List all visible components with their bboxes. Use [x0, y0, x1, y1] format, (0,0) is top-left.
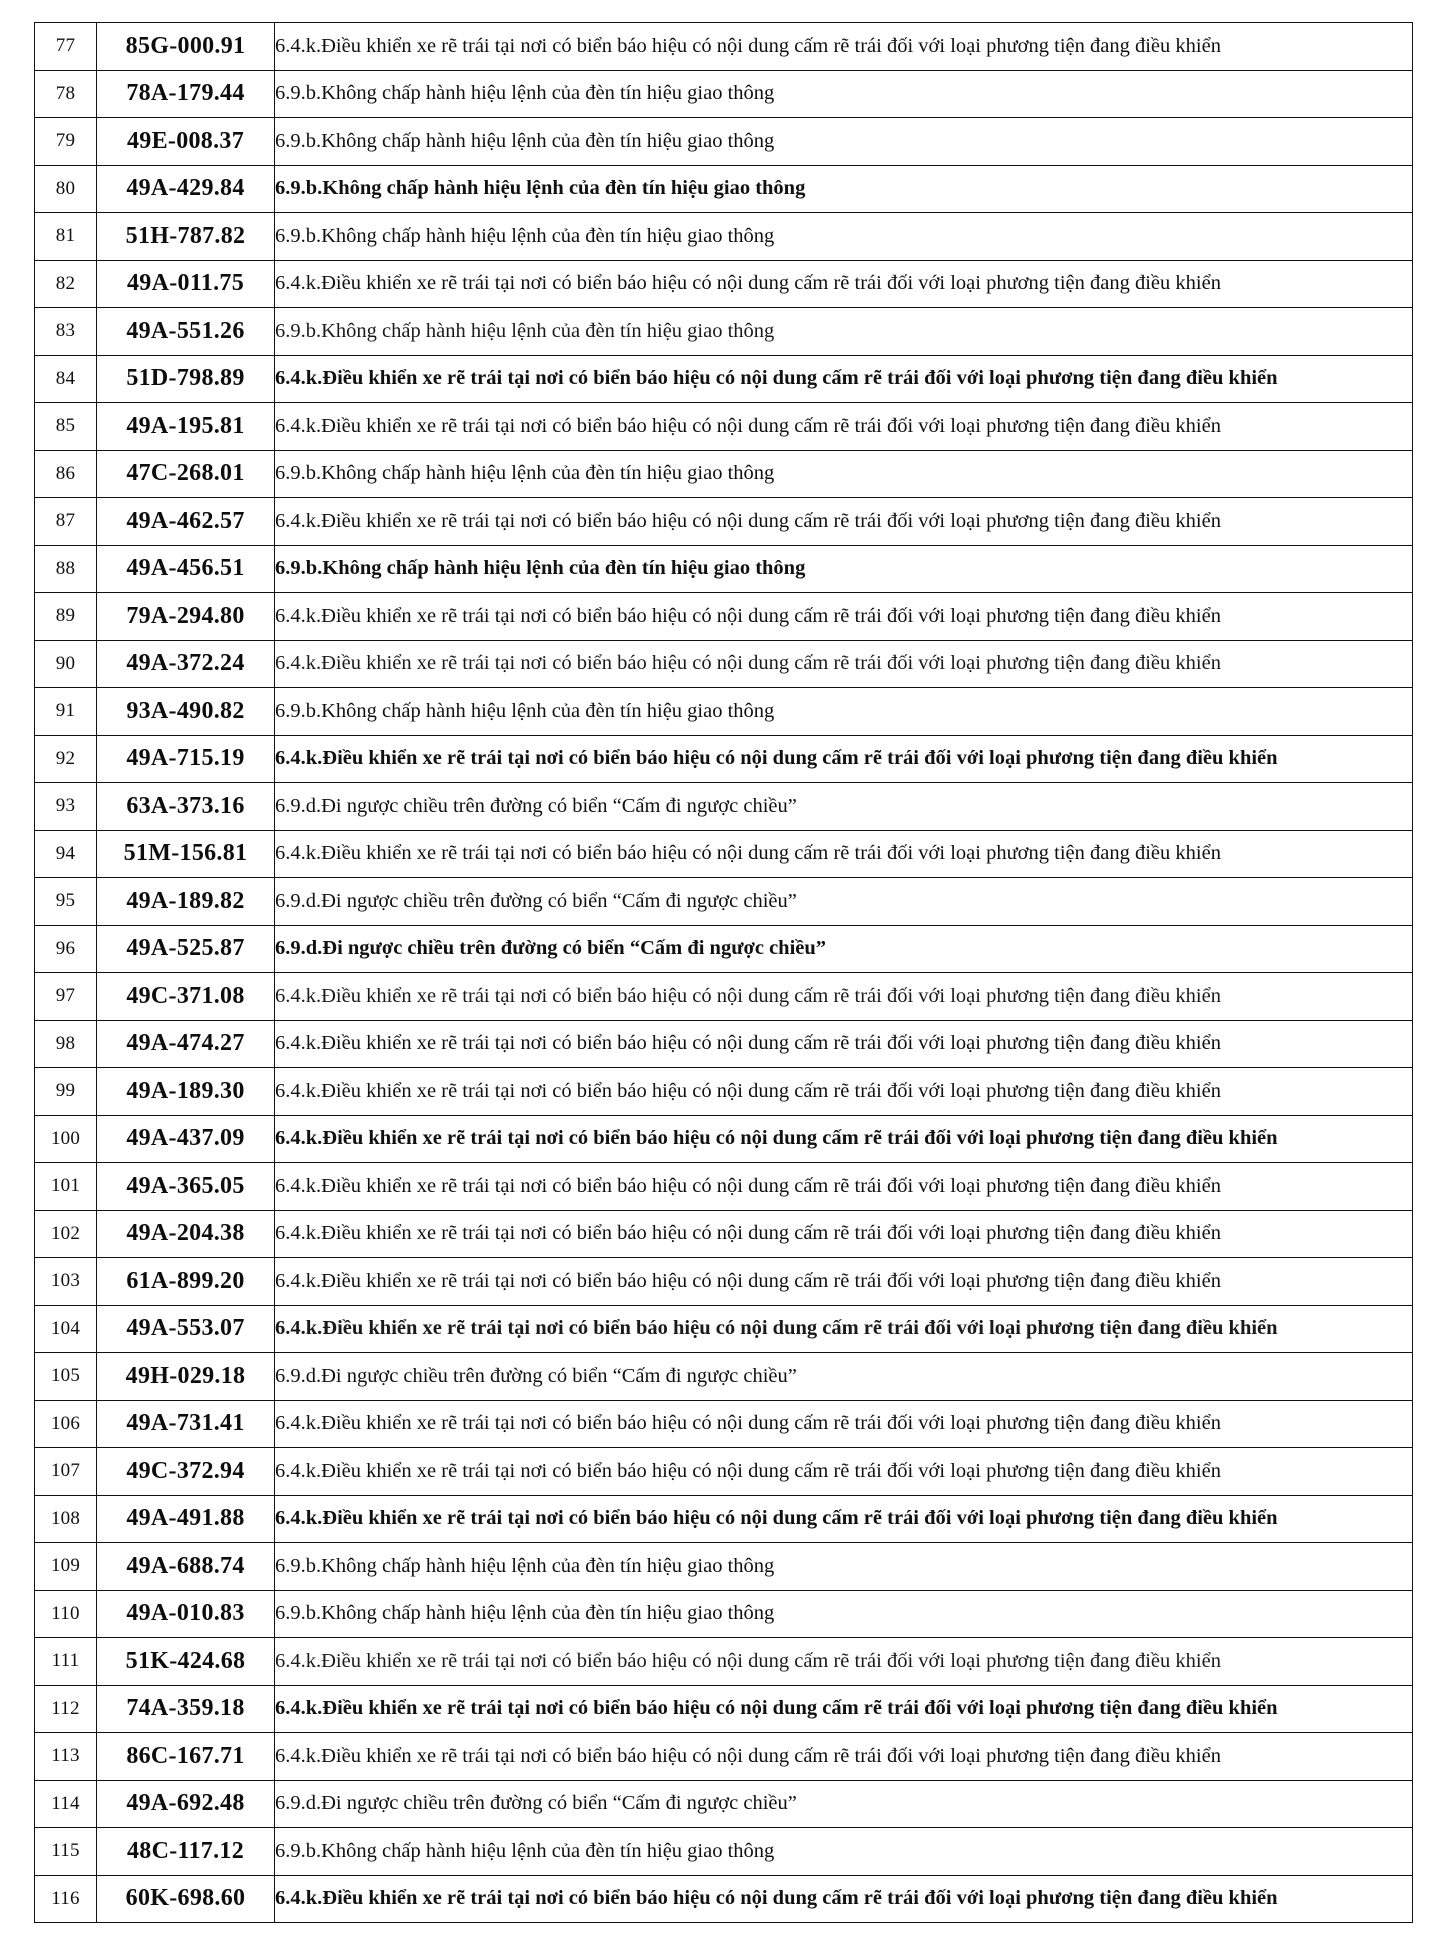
violation-description: 6.4.k.Điều khiển xe rẽ trái tại nơi có biển báo hiệu có nội dung cấm rẽ trái đối với loại phương tiện đang điều khiển [275, 498, 1413, 546]
table-row [35, 1400, 1413, 1448]
license-plate: 49A-553.07 [97, 1305, 275, 1353]
table-row [35, 1685, 1413, 1733]
table-row [35, 830, 1413, 878]
row-index: 102 [35, 1210, 97, 1258]
row-index: 78 [35, 70, 97, 118]
row-index: 116 [35, 1875, 97, 1923]
table-row [35, 118, 1413, 166]
license-plate: 51D-798.89 [97, 355, 275, 403]
row-index: 81 [35, 213, 97, 261]
row-index: 106 [35, 1400, 97, 1448]
license-plate: 49A-204.38 [97, 1210, 275, 1258]
license-plate: 63A-373.16 [97, 783, 275, 831]
violation-description: 6.4.k.Điều khiển xe rẽ trái tại nơi có biển báo hiệu có nội dung cấm rẽ trái đối với loại phương tiện đang điều khiển [275, 1685, 1413, 1733]
row-index: 89 [35, 593, 97, 641]
table-row [35, 1638, 1413, 1686]
violation-description: 6.9.d.Đi ngược chiều trên đường có biển “Cấm đi ngược chiều” [275, 1353, 1413, 1401]
license-plate: 49A-437.09 [97, 1115, 275, 1163]
violation-description: 6.4.k.Điều khiển xe rẽ trái tại nơi có biển báo hiệu có nội dung cấm rẽ trái đối với loại phương tiện đang điều khiển [275, 735, 1413, 783]
row-index: 83 [35, 308, 97, 356]
table-row [35, 1068, 1413, 1116]
license-plate: 49C-371.08 [97, 973, 275, 1021]
license-plate: 61A-899.20 [97, 1258, 275, 1306]
table-row [35, 1210, 1413, 1258]
license-plate: 49A-692.48 [97, 1780, 275, 1828]
license-plate: 49A-491.88 [97, 1495, 275, 1543]
row-index: 111 [35, 1638, 97, 1686]
row-index: 84 [35, 355, 97, 403]
license-plate: 93A-490.82 [97, 688, 275, 736]
violation-description: 6.9.d.Đi ngược chiều trên đường có biển “Cấm đi ngược chiều” [275, 878, 1413, 926]
license-plate: 49A-715.19 [97, 735, 275, 783]
violation-description: 6.4.k.Điều khiển xe rẽ trái tại nơi có biển báo hiệu có nội dung cấm rẽ trái đối với loại phương tiện đang điều khiển [275, 355, 1413, 403]
violation-description: 6.4.k.Điều khiển xe rẽ trái tại nơi có biển báo hiệu có nội dung cấm rẽ trái đối với loại phương tiện đang điều khiển [275, 1258, 1413, 1306]
violation-description: 6.4.k.Điều khiển xe rẽ trái tại nơi có biển báo hiệu có nội dung cấm rẽ trái đối với loại phương tiện đang điều khiển [275, 1400, 1413, 1448]
violation-description: 6.4.k.Điều khiển xe rẽ trái tại nơi có biển báo hiệu có nội dung cấm rẽ trái đối với loại phương tiện đang điều khiển [275, 593, 1413, 641]
row-index: 108 [35, 1495, 97, 1543]
license-plate: 74A-359.18 [97, 1685, 275, 1733]
violation-description: 6.4.k.Điều khiển xe rẽ trái tại nơi có biển báo hiệu có nội dung cấm rẽ trái đối với loại phương tiện đang điều khiển [275, 23, 1413, 71]
row-index: 82 [35, 260, 97, 308]
row-index: 77 [35, 23, 97, 71]
violation-description: 6.9.b.Không chấp hành hiệu lệnh của đèn tín hiệu giao thông [275, 450, 1413, 498]
violation-description: 6.9.b.Không chấp hành hiệu lệnh của đèn tín hiệu giao thông [275, 688, 1413, 736]
violation-table-body [35, 23, 1413, 1923]
violation-description: 6.9.b.Không chấp hành hiệu lệnh của đèn tín hiệu giao thông [275, 308, 1413, 356]
violation-description: 6.9.b.Không chấp hành hiệu lệnh của đèn tín hiệu giao thông [275, 118, 1413, 166]
license-plate: 51H-787.82 [97, 213, 275, 261]
table-row [35, 260, 1413, 308]
table-row [35, 450, 1413, 498]
row-index: 85 [35, 403, 97, 451]
table-row [35, 308, 1413, 356]
violation-description: 6.4.k.Điều khiển xe rẽ trái tại nơi có biển báo hiệu có nội dung cấm rẽ trái đối với loại phương tiện đang điều khiển [275, 1068, 1413, 1116]
table-row [35, 1828, 1413, 1876]
violation-table [34, 22, 1413, 1923]
license-plate: 49A-372.24 [97, 640, 275, 688]
row-index: 113 [35, 1733, 97, 1781]
table-row [35, 1780, 1413, 1828]
violation-description: 6.9.b.Không chấp hành hiệu lệnh của đèn tín hiệu giao thông [275, 545, 1413, 593]
row-index: 99 [35, 1068, 97, 1116]
row-index: 96 [35, 925, 97, 973]
table-row [35, 498, 1413, 546]
violation-description: 6.4.k.Điều khiển xe rẽ trái tại nơi có biển báo hiệu có nội dung cấm rẽ trái đối với loại phương tiện đang điều khiển [275, 1448, 1413, 1496]
table-row [35, 1875, 1413, 1923]
license-plate: 49A-011.75 [97, 260, 275, 308]
license-plate: 49A-189.30 [97, 1068, 275, 1116]
violation-description: 6.4.k.Điều khiển xe rẽ trái tại nơi có biển báo hiệu có nội dung cấm rẽ trái đối với loại phương tiện đang điều khiển [275, 973, 1413, 1021]
row-index: 114 [35, 1780, 97, 1828]
table-row [35, 1115, 1413, 1163]
row-index: 90 [35, 640, 97, 688]
row-index: 103 [35, 1258, 97, 1306]
violation-description: 6.9.d.Đi ngược chiều trên đường có biển “Cấm đi ngược chiều” [275, 925, 1413, 973]
table-row [35, 1495, 1413, 1543]
row-index: 101 [35, 1163, 97, 1211]
violation-description: 6.9.b.Không chấp hành hiệu lệnh của đèn tín hiệu giao thông [275, 70, 1413, 118]
license-plate: 79A-294.80 [97, 593, 275, 641]
row-index: 88 [35, 545, 97, 593]
license-plate: 49A-462.57 [97, 498, 275, 546]
table-row [35, 1448, 1413, 1496]
license-plate: 49A-365.05 [97, 1163, 275, 1211]
table-row [35, 213, 1413, 261]
license-plate: 60K-698.60 [97, 1875, 275, 1923]
license-plate: 47C-268.01 [97, 450, 275, 498]
table-row [35, 973, 1413, 1021]
table-row [35, 1590, 1413, 1638]
violation-description: 6.4.k.Điều khiển xe rẽ trái tại nơi có biển báo hiệu có nội dung cấm rẽ trái đối với loại phương tiện đang điều khiển [275, 1305, 1413, 1353]
license-plate: 49A-731.41 [97, 1400, 275, 1448]
table-row [35, 593, 1413, 641]
violation-description: 6.9.b.Không chấp hành hiệu lệnh của đèn tín hiệu giao thông [275, 165, 1413, 213]
license-plate: 49A-525.87 [97, 925, 275, 973]
row-index: 110 [35, 1590, 97, 1638]
violation-description: 6.4.k.Điều khiển xe rẽ trái tại nơi có biển báo hiệu có nội dung cấm rẽ trái đối với loại phương tiện đang điều khiển [275, 1875, 1413, 1923]
violation-description: 6.9.b.Không chấp hành hiệu lệnh của đèn tín hiệu giao thông [275, 213, 1413, 261]
license-plate: 49A-688.74 [97, 1543, 275, 1591]
table-row [35, 1258, 1413, 1306]
violation-description: 6.4.k.Điều khiển xe rẽ trái tại nơi có biển báo hiệu có nội dung cấm rẽ trái đối với loại phương tiện đang điều khiển [275, 403, 1413, 451]
table-row [35, 735, 1413, 783]
row-index: 93 [35, 783, 97, 831]
row-index: 98 [35, 1020, 97, 1068]
license-plate: 49H-029.18 [97, 1353, 275, 1401]
row-index: 91 [35, 688, 97, 736]
license-plate: 51K-424.68 [97, 1638, 275, 1686]
violation-description: 6.4.k.Điều khiển xe rẽ trái tại nơi có biển báo hiệu có nội dung cấm rẽ trái đối với loại phương tiện đang điều khiển [275, 1210, 1413, 1258]
license-plate: 49A-195.81 [97, 403, 275, 451]
license-plate: 49A-456.51 [97, 545, 275, 593]
table-row [35, 545, 1413, 593]
violation-description: 6.4.k.Điều khiển xe rẽ trái tại nơi có biển báo hiệu có nội dung cấm rẽ trái đối với loại phương tiện đang điều khiển [275, 1020, 1413, 1068]
violation-description: 6.4.k.Điều khiển xe rẽ trái tại nơi có biển báo hiệu có nội dung cấm rẽ trái đối với loại phương tiện đang điều khiển [275, 260, 1413, 308]
license-plate: 48C-117.12 [97, 1828, 275, 1876]
license-plate: 49A-189.82 [97, 878, 275, 926]
license-plate: 49A-010.83 [97, 1590, 275, 1638]
table-row [35, 1543, 1413, 1591]
violation-description: 6.4.k.Điều khiển xe rẽ trái tại nơi có biển báo hiệu có nội dung cấm rẽ trái đối với loại phương tiện đang điều khiển [275, 1163, 1413, 1211]
license-plate: 49A-474.27 [97, 1020, 275, 1068]
table-row [35, 70, 1413, 118]
violation-description: 6.4.k.Điều khiển xe rẽ trái tại nơi có biển báo hiệu có nội dung cấm rẽ trái đối với loại phương tiện đang điều khiển [275, 1733, 1413, 1781]
table-row [35, 355, 1413, 403]
row-index: 95 [35, 878, 97, 926]
violation-description: 6.4.k.Điều khiển xe rẽ trái tại nơi có biển báo hiệu có nội dung cấm rẽ trái đối với loại phương tiện đang điều khiển [275, 1495, 1413, 1543]
violation-description: 6.4.k.Điều khiển xe rẽ trái tại nơi có biển báo hiệu có nội dung cấm rẽ trái đối với loại phương tiện đang điều khiển [275, 1638, 1413, 1686]
row-index: 87 [35, 498, 97, 546]
table-row [35, 165, 1413, 213]
table-row [35, 1163, 1413, 1211]
violation-description: 6.9.b.Không chấp hành hiệu lệnh của đèn tín hiệu giao thông [275, 1828, 1413, 1876]
row-index: 104 [35, 1305, 97, 1353]
row-index: 109 [35, 1543, 97, 1591]
license-plate: 51M-156.81 [97, 830, 275, 878]
violation-description: 6.9.b.Không chấp hành hiệu lệnh của đèn tín hiệu giao thông [275, 1590, 1413, 1638]
license-plate: 49E-008.37 [97, 118, 275, 166]
table-row [35, 1733, 1413, 1781]
table-row [35, 403, 1413, 451]
row-index: 86 [35, 450, 97, 498]
row-index: 100 [35, 1115, 97, 1163]
table-row [35, 1020, 1413, 1068]
table-row [35, 1305, 1413, 1353]
row-index: 92 [35, 735, 97, 783]
license-plate: 86C-167.71 [97, 1733, 275, 1781]
license-plate: 49A-551.26 [97, 308, 275, 356]
row-index: 79 [35, 118, 97, 166]
row-index: 115 [35, 1828, 97, 1876]
violation-description: 6.9.b.Không chấp hành hiệu lệnh của đèn tín hiệu giao thông [275, 1543, 1413, 1591]
violation-description: 6.9.d.Đi ngược chiều trên đường có biển “Cấm đi ngược chiều” [275, 1780, 1413, 1828]
row-index: 105 [35, 1353, 97, 1401]
row-index: 97 [35, 973, 97, 1021]
license-plate: 78A-179.44 [97, 70, 275, 118]
row-index: 80 [35, 165, 97, 213]
license-plate: 49A-429.84 [97, 165, 275, 213]
table-row [35, 925, 1413, 973]
license-plate: 49C-372.94 [97, 1448, 275, 1496]
violation-description: 6.4.k.Điều khiển xe rẽ trái tại nơi có biển báo hiệu có nội dung cấm rẽ trái đối với loại phương tiện đang điều khiển [275, 830, 1413, 878]
table-row [35, 688, 1413, 736]
table-row [35, 878, 1413, 926]
table-row [35, 640, 1413, 688]
violation-description: 6.4.k.Điều khiển xe rẽ trái tại nơi có biển báo hiệu có nội dung cấm rẽ trái đối với loại phương tiện đang điều khiển [275, 640, 1413, 688]
table-row [35, 783, 1413, 831]
row-index: 107 [35, 1448, 97, 1496]
violation-description: 6.4.k.Điều khiển xe rẽ trái tại nơi có biển báo hiệu có nội dung cấm rẽ trái đối với loại phương tiện đang điều khiển [275, 1115, 1413, 1163]
table-row [35, 23, 1413, 71]
table-row [35, 1353, 1413, 1401]
row-index: 112 [35, 1685, 97, 1733]
row-index: 94 [35, 830, 97, 878]
violation-description: 6.9.d.Đi ngược chiều trên đường có biển “Cấm đi ngược chiều” [275, 783, 1413, 831]
license-plate: 85G-000.91 [97, 23, 275, 71]
